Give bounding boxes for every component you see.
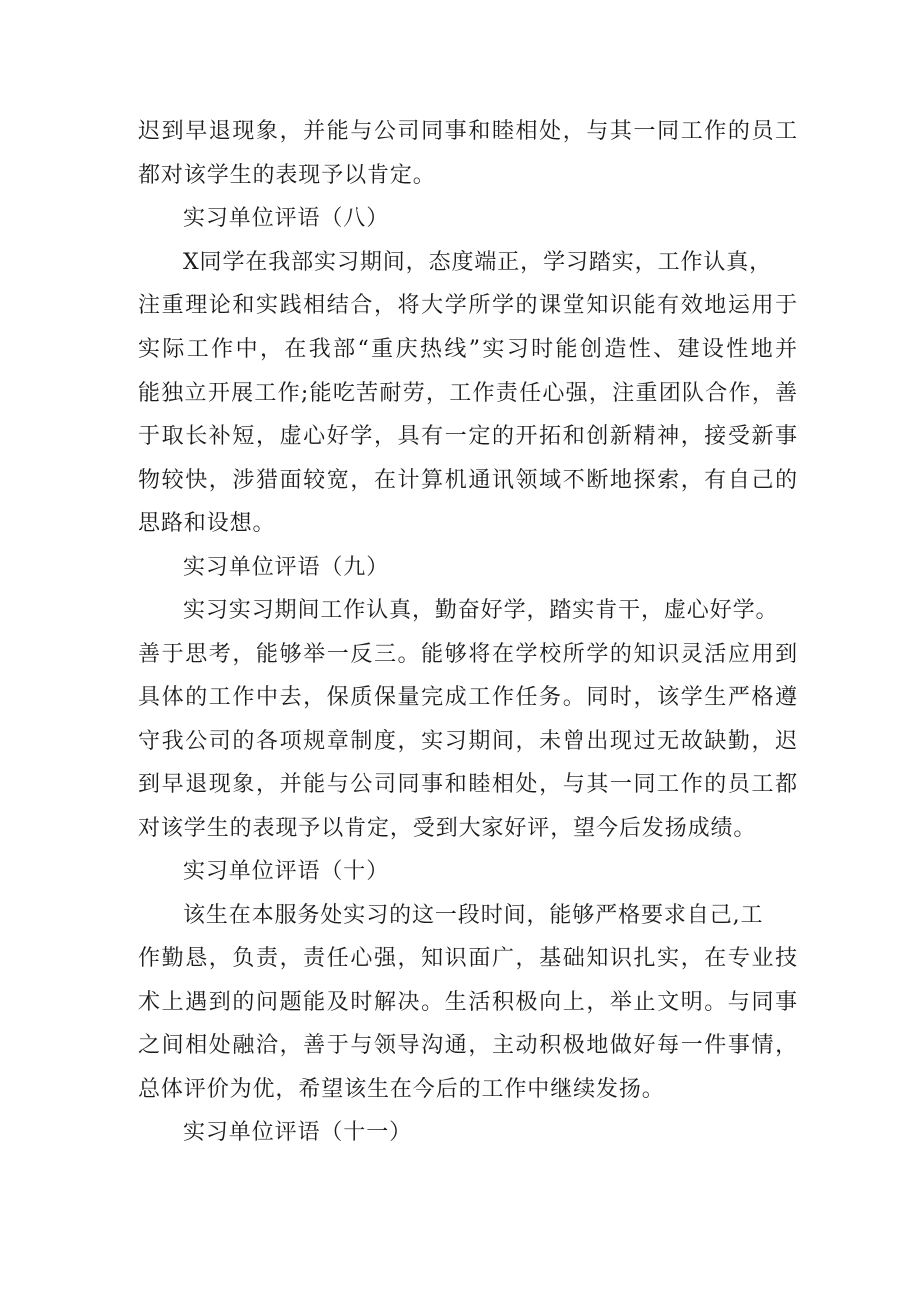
paragraph-line: 之间相处融洽，善于与领导沟通，主动积极地做好每一件事情， bbox=[138, 1033, 798, 1058]
section-heading: 实习单位评语（八） bbox=[183, 206, 390, 231]
paragraph-line: 能独立开展工作;能吃苦耐劳，工作责任心强，注重团队合作，善 bbox=[138, 381, 798, 406]
paragraph-line: 于取长补短，虚心好学，具有一定的开拓和创新精神，接受新事 bbox=[138, 424, 798, 449]
paragraph-line: 善于思考，能够举一反三。能够将在学校所学的知识灵活应用到 bbox=[138, 642, 798, 667]
section-heading: 实习单位评语（十） bbox=[183, 859, 390, 884]
section-heading: 实习单位评语（九） bbox=[183, 555, 390, 580]
paragraph-line: 总体评价为优，希望该生在今后的工作中继续发扬。 bbox=[138, 1077, 665, 1102]
paragraph-line: 具体的工作中去，保质保量完成工作任务。同时，该学生严格遵 bbox=[138, 685, 798, 710]
paragraph-line: 都对该学生的表现予以肯定。 bbox=[138, 163, 436, 188]
paragraph-line: 术上遇到的问题能及时解决。生活积极向上，举止文明。与同事 bbox=[138, 990, 798, 1015]
paragraph-line: 作勤恳，负责，责任心强，知识面广，基础知识扎实，在专业技 bbox=[138, 946, 798, 971]
paragraph-line: 该生在本服务处实习的这一段时间，能够严格要求自己,工 bbox=[183, 903, 764, 928]
section-heading: 实习单位评语（十一） bbox=[183, 1120, 413, 1145]
paragraph-line: 注重理论和实践相结合，将大学所学的课堂知识能有效地运用于 bbox=[138, 293, 798, 318]
paragraph-line: 思路和设想。 bbox=[138, 511, 276, 536]
paragraph-line: 实际工作中，在我部“重庆热线”实习时能创造性、建设性地并 bbox=[138, 337, 798, 362]
paragraph-line: 到早退现象，并能与公司同事和睦相处，与其一同工作的员工都 bbox=[138, 772, 798, 797]
paragraph-line: 物较快，涉猎面较宽，在计算机通讯领域不断地探索，有自己的 bbox=[138, 468, 798, 493]
paragraph-line: 对该学生的表现予以肯定，受到大家好评，望今后发扬成绩。 bbox=[138, 816, 757, 841]
paragraph-line: 迟到早退现象，并能与公司同事和睦相处，与其一同工作的员工 bbox=[138, 119, 798, 144]
paragraph-line: 实习实习期间工作认真，勤奋好学，踏实肯干，虚心好学。 bbox=[183, 598, 779, 623]
paragraph-line: 守我公司的各项规章制度，实习期间，未曾出现过无故缺勤，迟 bbox=[138, 729, 798, 754]
paragraph-line: X同学在我部实习期间，态度端正，学习踏实，工作认真， bbox=[183, 250, 773, 275]
